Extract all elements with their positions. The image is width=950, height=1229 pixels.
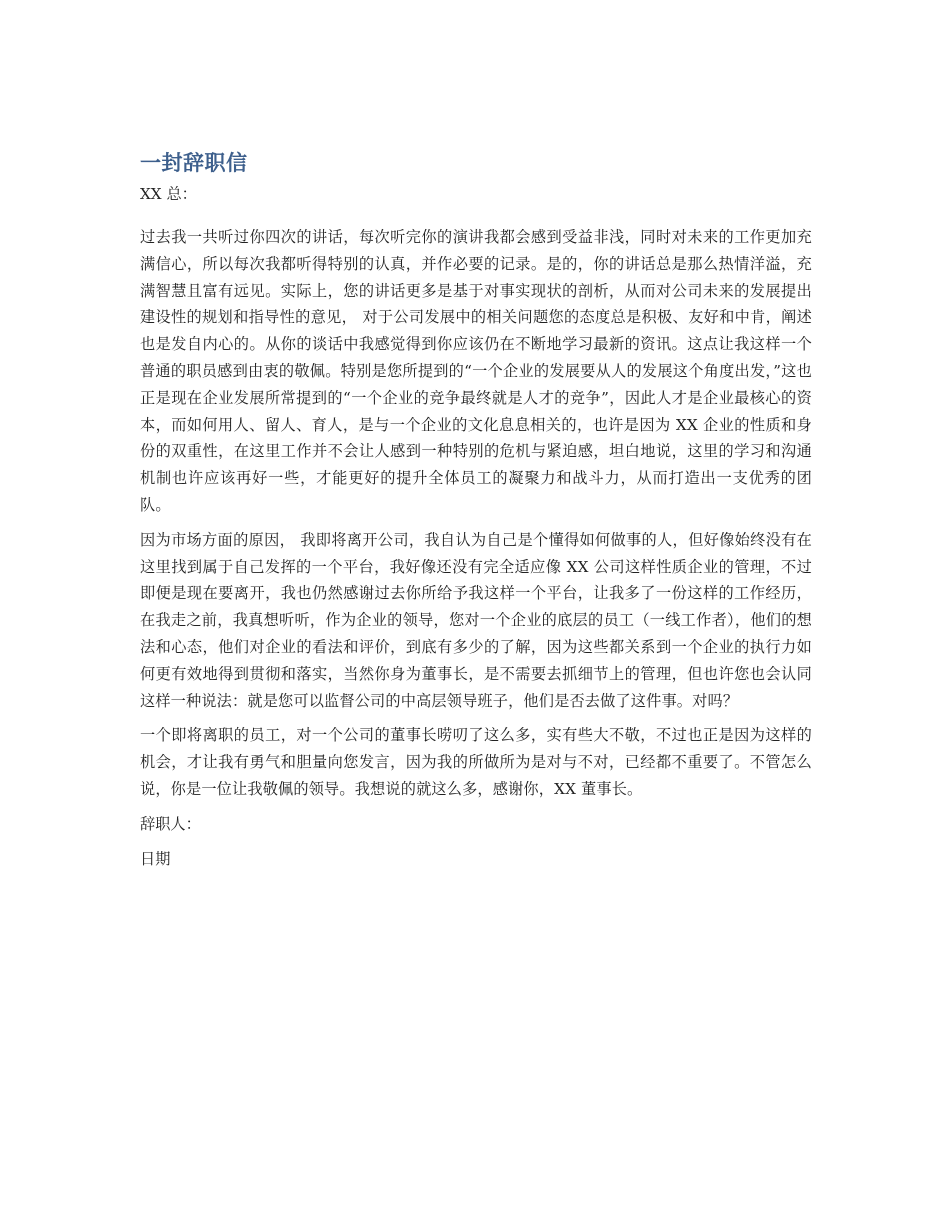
body-paragraph-3: 一个即将离职的员工，对一个公司的董事长唠叨了这么多，实有些大不敬，不过也正是因为这样的机会，才让我有勇气和胆量向您发言，因为我的所做所为是对与不对，已经都不重要了。不管怎么说，你是一位让我敬佩的领导。我想说的就这么多，感谢你，XX 董事长。 [140,726,812,798]
body-paragraph-2: 因为市场方面的原因， 我即将离开公司，我自认为自己是个懂得如何做事的人，但好像始终没有在这里找到属于自己发挥的一个平台，我好像还没有完全适应像 XX 公司这样性质企业的管理，不过即便是现在要离开，我也仍然感谢过去你所给予我这样一个平台，让我多了一份这样的工作经历，在我走之前，我真想听听，作为企业的领导，您对一个企业的底层的员工（一线工作者），他们的想法和心态，他们对企业的看法和评价，到底有多少的了解，因为这些都关系到一个企业的执行力如何更有效地得到贯彻和落实，当然你身为董事长，是不需要去抓细节上的管理，但也许您也会认同这样一种说法：就是您可以监督公司的中高层领导班子，他们是否去做了这件事。对吗？ [140,530,812,710]
body-paragraph-1: 过去我一共听过你四次的讲话，每次听完你的演讲我都会感到受益非浅，同时对未来的工作更加充满信心，所以每次我都听得特别的认真，并作必要的记录。是的，你的讲话总是那么热情洋溢，充满智慧且富有远见。实际上，您的讲话更多是基于对事实现状的剖析，从而对公司未来的发展提出建设性的规划和指导性的意见， 对于公司发展中的相关问题您的态度总是积极、友好和中肯，阐述也是发自内心的。从你的谈话中我感觉得到你应该仍在不断地学习最新的资讯。这点让我这样一个普通的职员感到由衷的敬佩。特别是您所提到的“一个企业的发展要从人的发展这个角度出发，”这也正是现在企业发展所常提到的“一个企业的竞争最终就是人才的竞争”，因此人才是企业最核心的资本，而如何用人、留人、育人，是与一个企业的文化息息相关的，也许是因为 XX 企业的性质和身份的双重性，在这里工作并不会让人感到一种特别的危机与紧迫感，坦白地说，这里的学习和沟通机制也许应该再好一些，才能更好的提升全体员工的凝聚力和战斗力，从而打造出一支优秀的团队。 [140,228,812,514]
document-title: 一封辞职信 [140,151,248,175]
date-label: 日期 [140,849,171,868]
salutation: XX 总： [140,185,197,203]
document-page [140,148,812,880]
signature-label: 辞职人： [140,814,201,833]
